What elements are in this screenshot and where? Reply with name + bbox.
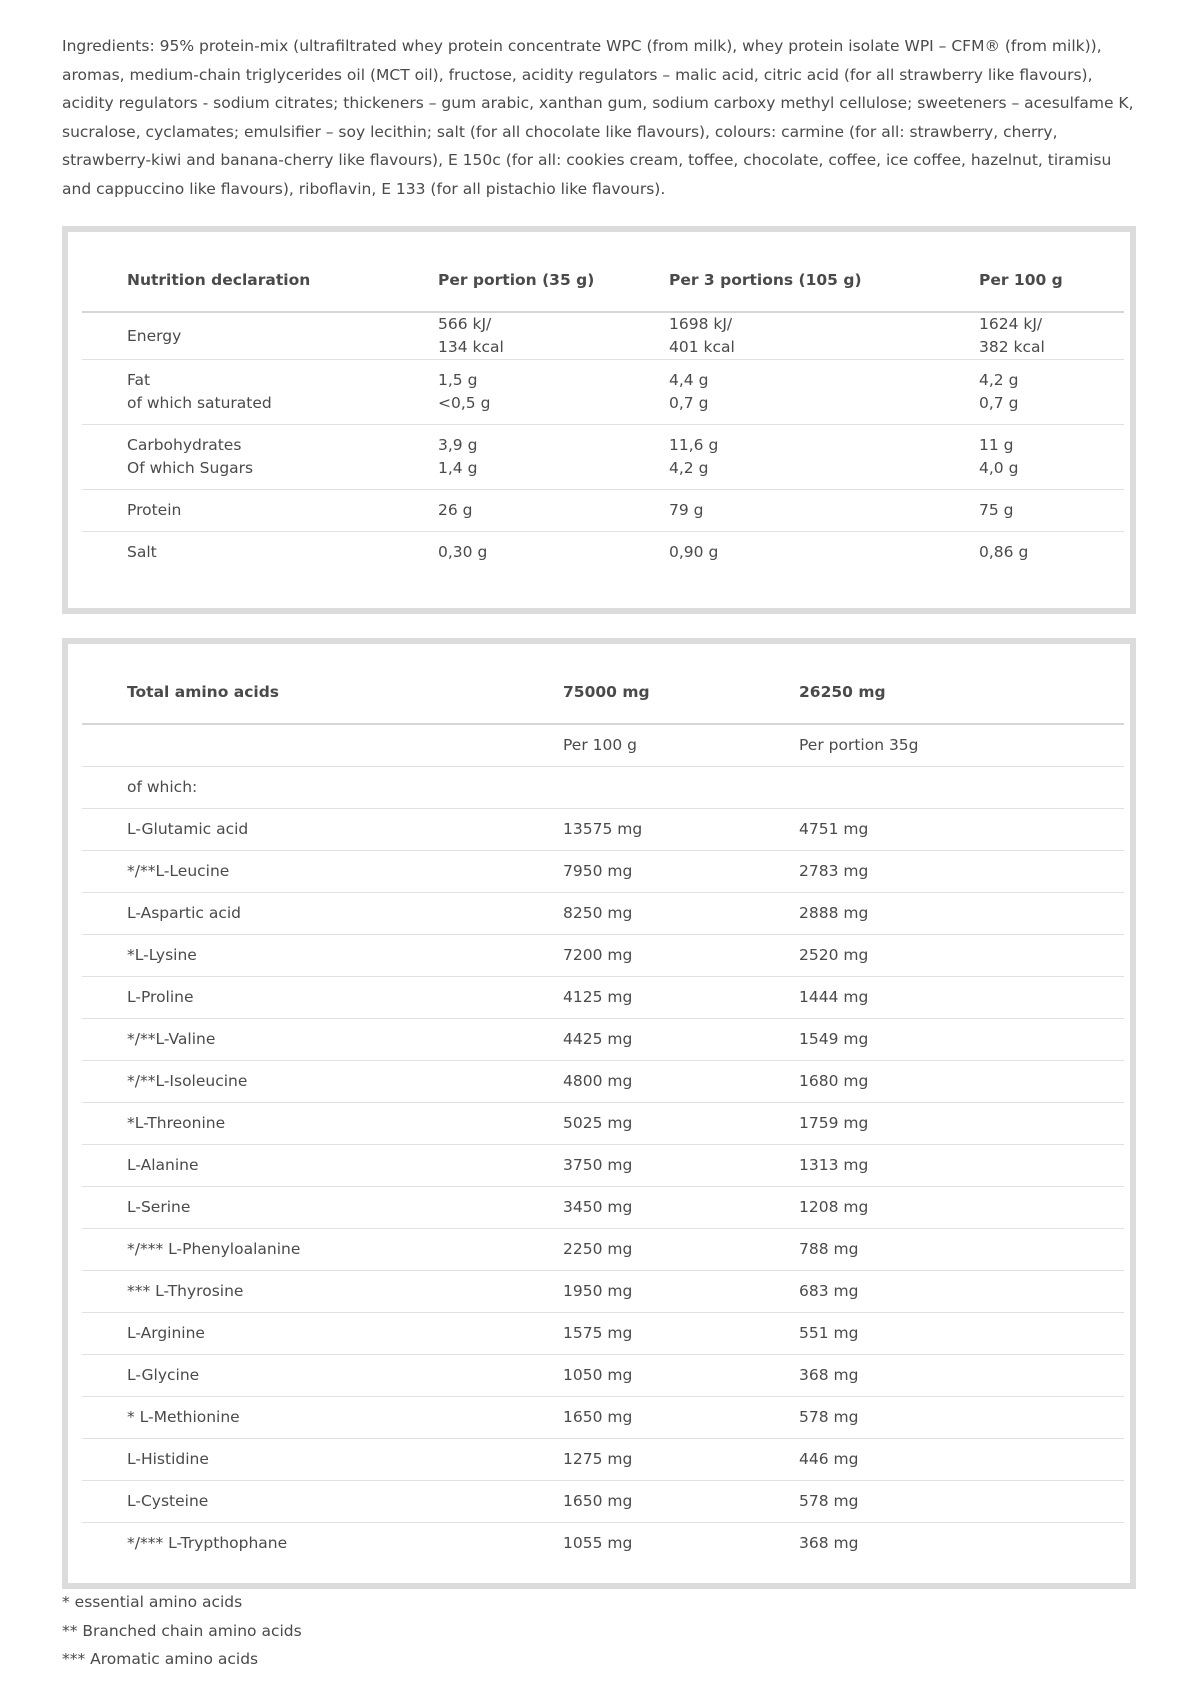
per-3-portions-value bbox=[669, 532, 979, 574]
amino-acid-name: */**L-Valine bbox=[127, 1030, 216, 1048]
per-100g-value-line: 0,7 g bbox=[979, 394, 1019, 412]
per-portion-value-line: 1,5 g bbox=[438, 371, 478, 389]
per-100g-value bbox=[979, 532, 1124, 574]
per-100g-value: 3750 mg bbox=[563, 1156, 633, 1174]
nutrition-header-row bbox=[82, 248, 1124, 312]
per-portion-value: 1208 mg bbox=[799, 1198, 869, 1216]
per-100g-value: 5025 mg bbox=[563, 1114, 633, 1132]
amino-acid-row bbox=[82, 808, 1124, 850]
per-100g-value: 1575 mg bbox=[563, 1324, 633, 1342]
per-100g-value: 8250 mg bbox=[563, 904, 633, 922]
footnote-branched-chain: ** Branched chain amino acids bbox=[62, 1621, 302, 1640]
nutrient-name bbox=[82, 425, 438, 490]
per-portion-value: 1444 mg bbox=[799, 988, 869, 1006]
amino-acid-name: L-Histidine bbox=[127, 1450, 209, 1468]
footnote-essential: * essential amino acids bbox=[62, 1593, 243, 1611]
per-3-portions-value-line: 0,7 g bbox=[669, 394, 709, 412]
amino-acid-row bbox=[82, 1522, 1124, 1564]
per-portion-value-line: 566 kJ/ bbox=[438, 315, 492, 333]
per-portion-value: 4751 mg bbox=[799, 820, 869, 838]
amino-acid-name: *** L-Thyrosine bbox=[127, 1282, 244, 1300]
header-per-100g: Per 100 g bbox=[979, 248, 1124, 312]
per-portion-value: 788 mg bbox=[799, 1240, 859, 1258]
amino-acid-name: */**L-Leucine bbox=[127, 862, 230, 880]
footnotes bbox=[62, 1588, 302, 1674]
amino-acid-row bbox=[82, 1102, 1124, 1144]
nutrition-row bbox=[82, 312, 1124, 360]
amino-acid-name: */*** L-Phenyloalanine bbox=[127, 1240, 301, 1258]
per-100g-value: 1055 mg bbox=[563, 1534, 633, 1553]
amino-header-row bbox=[82, 660, 1124, 724]
amino-acid-name: L-Proline bbox=[127, 988, 194, 1006]
subheader-empty bbox=[82, 724, 563, 766]
per-100g-value: 1650 mg bbox=[563, 1408, 633, 1426]
nutrition-table-panel bbox=[62, 226, 1136, 614]
per-100g-value: 3450 mg bbox=[563, 1198, 633, 1216]
per-portion-value-line: <0,5 g bbox=[438, 394, 491, 412]
per-100g-value: 1050 mg bbox=[563, 1366, 633, 1384]
nutrient-name bbox=[82, 360, 438, 425]
per-3-portions-value-line: 4,2 g bbox=[669, 459, 709, 477]
amino-acid-row bbox=[82, 1312, 1124, 1354]
per-3-portions-value-line: 11,6 g bbox=[669, 436, 719, 454]
nutrient-name bbox=[82, 490, 438, 532]
nutrient-name-line: Salt bbox=[127, 543, 157, 562]
per-3-portions-value-line: 4,4 g bbox=[669, 371, 709, 389]
per-portion-value: 368 mg bbox=[799, 1366, 859, 1384]
per-portion-value: 1549 mg bbox=[799, 1030, 869, 1048]
nutrient-name-line: of which saturated bbox=[127, 394, 272, 412]
per-3-portions-value-line: 79 g bbox=[669, 501, 704, 519]
nutrient-name-line: Protein bbox=[127, 501, 182, 519]
per-100g-value-line: 1624 kJ/ bbox=[979, 315, 1043, 333]
per-100g-value-line: 382 kcal bbox=[979, 338, 1045, 356]
amino-acid-row bbox=[82, 1396, 1124, 1438]
per-100g-value-line: 4,2 g bbox=[979, 371, 1019, 389]
per-100g-value: 1275 mg bbox=[563, 1450, 633, 1468]
nutrient-name bbox=[82, 312, 438, 360]
per-100g-value bbox=[979, 312, 1124, 360]
amino-acid-row bbox=[82, 1354, 1124, 1396]
amino-acid-name: * L-Methionine bbox=[127, 1408, 240, 1426]
nutrient-name-line: Of which Sugars bbox=[127, 459, 254, 477]
header-total-amino-acids: Total amino acids bbox=[82, 660, 563, 724]
per-100g-value: 7950 mg bbox=[563, 862, 633, 880]
nutrition-row bbox=[82, 360, 1124, 425]
per-3-portions-value bbox=[669, 425, 979, 490]
per-portion-value bbox=[438, 425, 669, 490]
per-portion-value bbox=[438, 360, 669, 425]
per-portion-value: 1680 mg bbox=[799, 1072, 869, 1090]
amino-acid-row bbox=[82, 1018, 1124, 1060]
nutrition-table bbox=[82, 248, 1124, 574]
per-100g-value-line: 11 g bbox=[979, 436, 1014, 454]
per-portion-value-line: 3,9 g bbox=[438, 436, 478, 454]
amino-acids-table-panel bbox=[62, 638, 1136, 1589]
amino-acid-name: */*** L-Trypthophane bbox=[127, 1534, 288, 1553]
amino-acid-row bbox=[82, 1480, 1124, 1522]
per-portion-value: 2520 mg bbox=[799, 946, 869, 964]
per-portion-value-line: 134 kcal bbox=[438, 338, 504, 356]
per-100g-value: 4125 mg bbox=[563, 988, 633, 1006]
per-100g-value: 2250 mg bbox=[563, 1240, 633, 1258]
of-which-label: of which: bbox=[127, 778, 198, 796]
per-portion-value: 1759 mg bbox=[799, 1114, 869, 1132]
amino-acid-row bbox=[82, 892, 1124, 934]
per-100g-value-line: 4,0 g bbox=[979, 459, 1019, 477]
per-portion-value bbox=[438, 312, 669, 360]
header-total-per-100g: 75000 mg bbox=[563, 660, 799, 724]
header-nutrition-declaration: Nutrition declaration bbox=[82, 248, 438, 312]
amino-acid-row bbox=[82, 1060, 1124, 1102]
nutrition-row bbox=[82, 490, 1124, 532]
per-3-portions-value bbox=[669, 312, 979, 360]
per-100g-value bbox=[979, 490, 1124, 532]
nutrient-name bbox=[82, 532, 438, 574]
header-total-per-portion: 26250 mg bbox=[799, 660, 1124, 724]
per-portion-value: 1313 mg bbox=[799, 1156, 869, 1174]
per-portion-value: 578 mg bbox=[799, 1408, 859, 1426]
per-3-portions-value-line: 1698 kJ/ bbox=[669, 315, 733, 333]
nutrient-name-line: Fat bbox=[127, 371, 151, 389]
per-100g-value bbox=[979, 360, 1124, 425]
header-per-portion: Per portion (35 g) bbox=[438, 248, 669, 312]
amino-acid-name: L-Cysteine bbox=[127, 1492, 209, 1510]
per-portion-value-line: 0,30 g bbox=[438, 543, 488, 562]
amino-of-which-row bbox=[82, 766, 1124, 808]
per-3-portions-value-line: 401 kcal bbox=[669, 338, 735, 356]
nutrient-name-line: Energy bbox=[127, 326, 182, 345]
nutrition-row bbox=[82, 425, 1124, 490]
per-3-portions-value-line: 0,90 g bbox=[669, 543, 719, 562]
header-per-3-portions: Per 3 portions (105 g) bbox=[669, 248, 979, 312]
amino-acid-name: */**L-Isoleucine bbox=[127, 1072, 248, 1090]
amino-acid-row bbox=[82, 1144, 1124, 1186]
amino-acid-name: L-Alanine bbox=[127, 1156, 199, 1174]
ingredients-text: Ingredients: 95% protein-mix (ultrafiltrated whey protein concentrate WPC (from milk), whey protein isolate WPI – CFM® (from milk)), aromas, medium-chain triglycerides oil (MCT oil), fructose, acidity regulators – malic acid, citric acid (for all strawberry like flavours), acidity regulators - sodium citrates; thickeners – gum arabic, xanthan gum, sodium carboxy methyl cellulose; sweeteners – acesulfame K, sucralose, cyclamates; emulsifier – soy lecithin; salt (for all chocolate like flavours), colours: carmine (for all: strawberry, cherry, strawberry-kiwi and banana-cherry like flavours), E 150c (for all: cookies cream, toffee, chocolate, coffee, ice coffee, hazelnut, tiramisu and cappuccino like flavours), riboflavin, E 133 (for all pistachio like flavours). bbox=[62, 37, 1134, 198]
per-100g-value: 7200 mg bbox=[563, 946, 633, 964]
amino-acid-row bbox=[82, 1186, 1124, 1228]
per-100g-value: 1950 mg bbox=[563, 1282, 633, 1300]
per-portion-value: 446 mg bbox=[799, 1450, 859, 1468]
per-portion-value bbox=[438, 490, 669, 532]
nutrient-name-line: Carbohydrates bbox=[127, 436, 242, 454]
amino-acid-row bbox=[82, 1438, 1124, 1480]
amino-acid-name: L-Glycine bbox=[127, 1366, 200, 1384]
per-portion-value: 2888 mg bbox=[799, 904, 869, 922]
amino-acid-row bbox=[82, 976, 1124, 1018]
per-100g-value-line: 75 g bbox=[979, 501, 1014, 519]
amino-acids-table bbox=[82, 660, 1124, 1564]
per-100g-value: 4800 mg bbox=[563, 1072, 633, 1090]
per-100g-value-line: 0,86 g bbox=[979, 543, 1029, 562]
per-3-portions-value bbox=[669, 490, 979, 532]
amino-acid-name: L-Arginine bbox=[127, 1324, 205, 1342]
nutrition-row bbox=[82, 532, 1124, 574]
per-100g-value: 13575 mg bbox=[563, 820, 643, 838]
amino-subheader-row bbox=[82, 724, 1124, 766]
amino-acid-row bbox=[82, 850, 1124, 892]
amino-acid-name: *L-Lysine bbox=[127, 946, 197, 964]
per-portion-value bbox=[438, 532, 669, 574]
amino-acid-name: *L-Threonine bbox=[127, 1114, 226, 1132]
footnote-aromatic: *** Aromatic amino acids bbox=[62, 1650, 259, 1668]
amino-acid-name: L-Glutamic acid bbox=[127, 820, 249, 838]
per-portion-value: 578 mg bbox=[799, 1492, 859, 1510]
amino-acid-name: L-Serine bbox=[127, 1198, 191, 1216]
per-portion-value-line: 26 g bbox=[438, 501, 473, 519]
amino-acid-name: L-Aspartic acid bbox=[127, 904, 242, 922]
per-portion-value-line: 1,4 g bbox=[438, 459, 478, 477]
per-100g-value bbox=[979, 425, 1124, 490]
per-3-portions-value bbox=[669, 360, 979, 425]
amino-acid-row bbox=[82, 1228, 1124, 1270]
per-100g-value: 4425 mg bbox=[563, 1030, 633, 1048]
per-portion-value: 551 mg bbox=[799, 1324, 859, 1342]
per-portion-value: 368 mg bbox=[799, 1534, 859, 1553]
per-portion-value: 683 mg bbox=[799, 1282, 859, 1300]
subheader-per-portion: Per portion 35g bbox=[799, 736, 919, 755]
per-100g-value: 1650 mg bbox=[563, 1492, 633, 1510]
amino-acid-row bbox=[82, 1270, 1124, 1312]
subheader-per-100g: Per 100 g bbox=[563, 736, 637, 755]
per-portion-value: 2783 mg bbox=[799, 862, 869, 880]
amino-acid-row bbox=[82, 934, 1124, 976]
